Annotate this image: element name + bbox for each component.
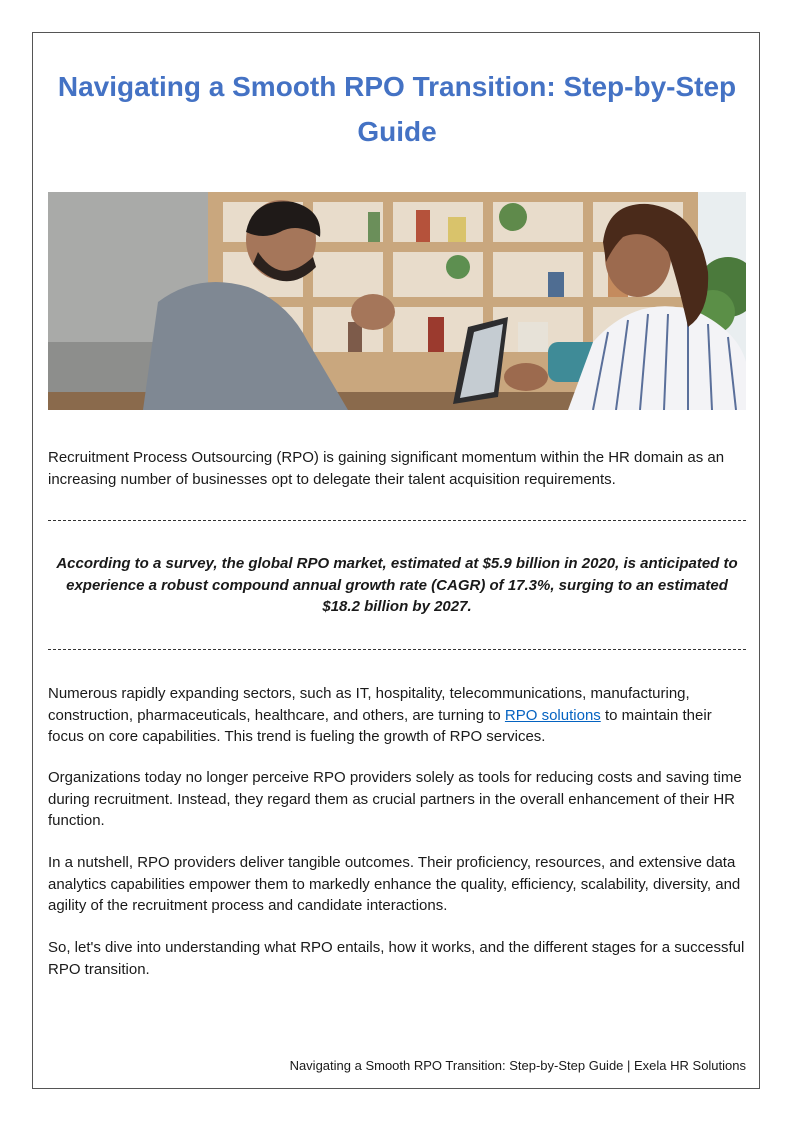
sectors-paragraph [48, 683, 746, 748]
rpo-solutions-link[interactable]: RPO solutions [504, 706, 601, 724]
hero-image [48, 192, 746, 410]
market-stat-callout: According to a survey, the global RPO market, estimated at $5.9 billion in 2020, is anticipated to experience a robust compound annual growth rate (CAGR) of 17.3%, surging to an estimated $18.2 billion by 2027. [56, 555, 738, 615]
intro-paragraph: Recruitment Process Outsourcing (RPO) is gaining significant momentum within the HR domain as an increasing number of businesses opt to delegate their talent acquisition requirements. [48, 449, 725, 488]
sectors-text-after: to maintain their focus on core capabilities. This trend is fueling the growth of RPO services. [48, 706, 712, 745]
page-title: Navigating a Smooth RPO Transition: Step-by-Step Guide [57, 71, 737, 147]
sectors-text-before: Numerous rapidly expanding sectors, such as IT, hospitality, telecommunications, manufacturing, construction, pharmaceuticals, healthcare, and others, are turning to [48, 685, 690, 724]
nutshell-paragraph: In a nutshell, RPO providers deliver tangible outcomes. Their proficiency, resources, and extensive data analytics capabilities empower them to markedly enhance the quality, efficiency, scalability, diversity, and agility of the recruitment process and candidate interactions. [48, 854, 741, 914]
divider-top [48, 520, 746, 521]
closing-paragraph: So, let's dive into understanding what RPO entails, how it works, and the different stages for a successful RPO transition. [48, 939, 745, 978]
partners-paragraph: Organizations today no longer perceive RPO providers solely as tools for reducing costs and saving time during recruitment. Instead, they regard them as crucial partners in the overall enhancement of their HR function. [48, 769, 742, 829]
page-footer: Navigating a Smooth RPO Transition: Step-by-Step Guide | Exela HR Solutions [289, 1058, 746, 1073]
divider-bottom [48, 649, 746, 650]
